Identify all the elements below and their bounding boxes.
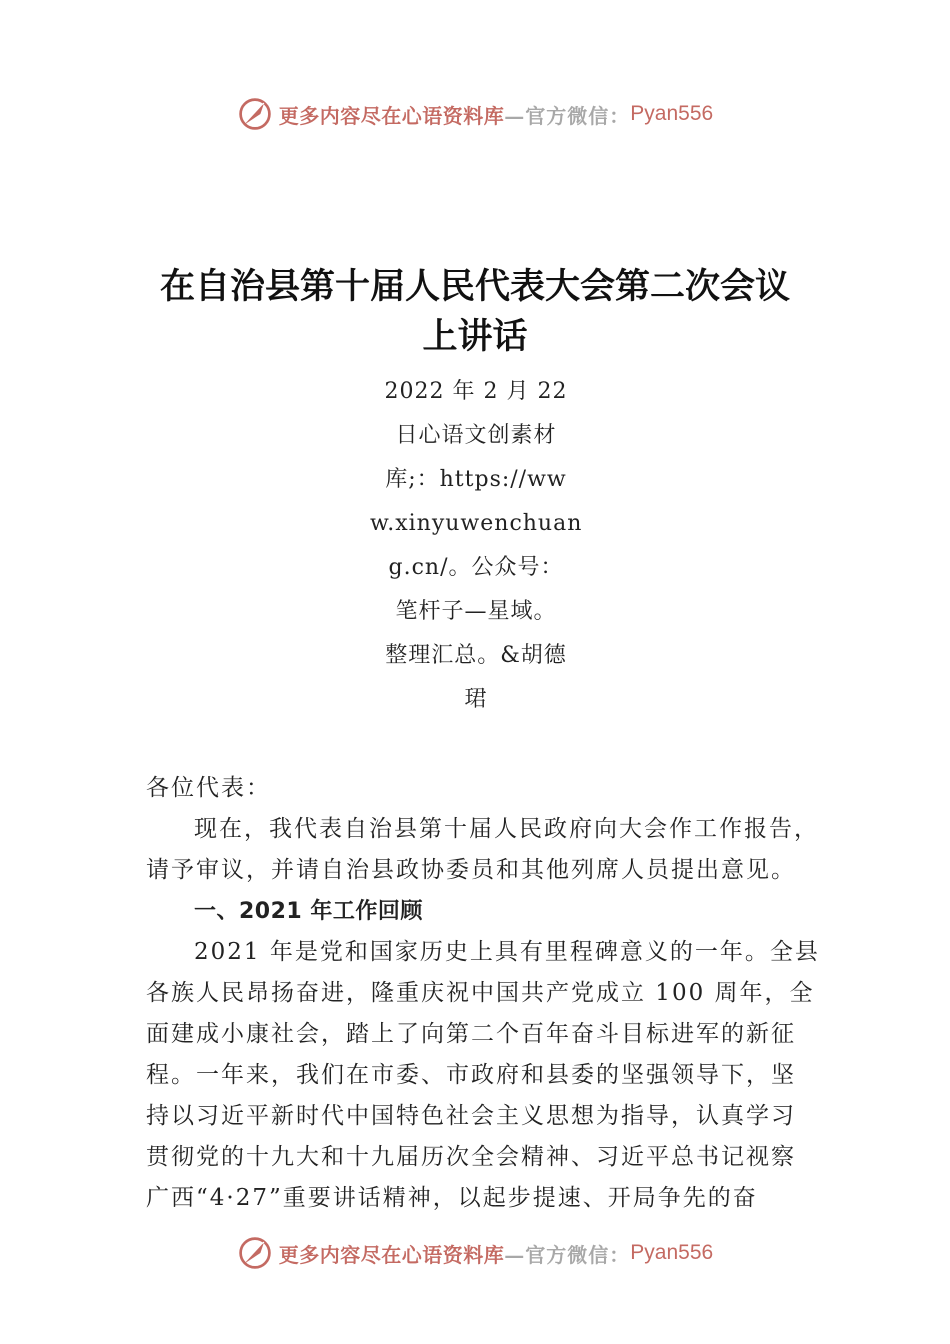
header-watermark (0, 94, 950, 134)
paragraph-line: 广西“4·27”重要讲话精神，以起步提速、开局争先的奋 (146, 1185, 758, 1211)
meta-line: 库;：https://ww (385, 467, 567, 492)
watermark-wechat-label: —官方微信： (504, 1242, 631, 1267)
quill-logo-icon (237, 1235, 273, 1271)
meta-line: 日心语文创素材 (395, 423, 557, 448)
salutation: 各位代表： (146, 775, 271, 801)
document-body (146, 768, 826, 1219)
paragraph-line: 程。一年来，我们在市委、市政府和县委的坚强领导下，坚 (146, 1062, 796, 1088)
watermark-site-text: 更多内容尽在心语资料库 (278, 103, 505, 128)
meta-line: 整理汇总。&胡德 (385, 643, 567, 668)
meta-line: 笔杆子—星域。 (395, 599, 557, 624)
meta-line: 珺 (464, 687, 488, 712)
paragraph-line: 请予审议，并请自治县政协委员和其他列席人员提出意见。 (146, 857, 796, 883)
watermark-wechat-id: Pyan556 (630, 1241, 714, 1264)
watermark-wechat-label: —官方微信： (504, 103, 631, 128)
meta-line: w.xinyuwenchuan (370, 511, 582, 536)
date-source-block (370, 370, 582, 722)
paragraph-line: 持以习近平新时代中国特色社会主义思想为指导，认真学习 (146, 1103, 796, 1129)
paragraph-line: 各族人民昂扬奋进，隆重庆祝中国共产党成立 100 周年，全 (146, 980, 815, 1006)
paragraph-line: 2021 年是党和国家历史上具有里程碑意义的一年。全县 (194, 939, 820, 965)
footer-watermark (0, 1233, 950, 1273)
watermark-site-text: 更多内容尽在心语资料库 (278, 1242, 505, 1267)
document-title-line-2: 上讲话 (422, 317, 528, 357)
paragraph-line: 现在，我代表自治县第十届人民政府向大会作工作报告， (194, 816, 819, 842)
watermark-wechat-id: Pyan556 (630, 102, 714, 125)
document-title-line-1: 在自治县第十届人民代表大会第二次会议 (159, 267, 790, 307)
meta-line: g.cn/。公众号： (388, 555, 564, 580)
paragraph-line: 贯彻党的十九大和十九届历次全会精神、习近平总书记视察 (146, 1144, 796, 1170)
paragraph-line: 面建成小康社会，踏上了向第二个百年奋斗目标进军的新征 (146, 1021, 796, 1047)
meta-line: 2022 年 2 月 22 (384, 379, 568, 404)
quill-logo-icon (237, 96, 273, 132)
section-heading: 一、2021 年工作回顾 (194, 899, 423, 924)
